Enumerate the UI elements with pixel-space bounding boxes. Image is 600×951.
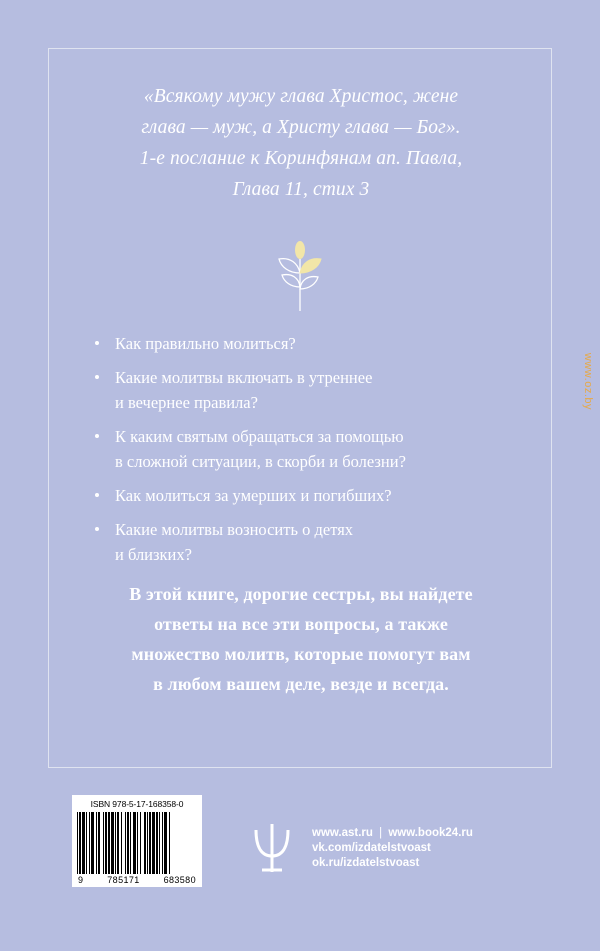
ast-trident-logo	[250, 820, 294, 876]
site-ok[interactable]: ok.ru/izdatelstvoast	[312, 856, 420, 869]
publisher-block	[250, 820, 473, 876]
barcode-digit-right: 683580	[163, 875, 196, 885]
list-item-line-1: К каким святым обращаться за помощью	[115, 427, 404, 446]
list-item-line-1: Какие молитвы включать в утреннее	[115, 368, 373, 387]
link-separator: |	[379, 826, 383, 839]
site-book24[interactable]: www.book24.ru	[388, 826, 473, 839]
question-list	[91, 331, 521, 576]
watermark: www.oz.by	[582, 352, 594, 410]
cover-frame	[48, 48, 552, 768]
epigraph-line-1: «Всякому мужу глава Христос, жене	[143, 86, 459, 107]
list-item-line-2: и близких?	[115, 545, 192, 564]
publisher-link-row-1[interactable]	[312, 826, 473, 841]
site-vk[interactable]: vk.com/izdatelstvoast	[312, 841, 431, 854]
closing-paragraph	[77, 579, 525, 699]
list-item	[91, 365, 521, 415]
list-item-line-2: в сложной ситуации, в скорби и болезни?	[115, 452, 406, 471]
epigraph	[73, 81, 529, 205]
closing-line-4: в любом вашем деле, везде и всегда.	[153, 674, 449, 694]
barcode-digit-main: 785171	[107, 875, 140, 885]
epigraph-line-4: Глава 11, стих 3	[232, 179, 370, 200]
leaf-branch-ornament	[265, 239, 335, 313]
closing-line-1: В этой книге, дорогие сестры, вы найдете	[129, 584, 473, 604]
list-item-line-1: Какие молитвы возносить о детях	[115, 520, 354, 539]
list-item-line-1: Как молиться за умерших и погибших?	[115, 486, 392, 505]
closing-line-3: множество молитв, которые помогут вам	[131, 644, 471, 664]
barcode-bars	[77, 812, 197, 874]
barcode-digits	[77, 874, 197, 885]
barcode	[72, 795, 202, 887]
list-item	[91, 331, 521, 356]
ornament-block	[49, 239, 551, 313]
barcode-digit-left: 9	[78, 875, 84, 885]
site-ast[interactable]: www.ast.ru	[312, 826, 373, 839]
epigraph-line-3: 1-е послание к Коринфянам ап. Павла,	[139, 148, 463, 169]
list-item	[91, 517, 521, 567]
publisher-links	[312, 826, 473, 871]
epigraph-line-2: глава — муж, а Христу глава — Бог».	[141, 117, 461, 138]
isbn-label: ISBN 978-5-17-168358-0	[90, 799, 184, 809]
list-item-line-2: и вечернее правила?	[115, 393, 258, 412]
list-item-line-1: Как правильно молиться?	[115, 334, 296, 353]
list-item	[91, 424, 521, 474]
closing-line-2: ответы на все эти вопросы, а также	[154, 614, 448, 634]
list-item	[91, 483, 521, 508]
